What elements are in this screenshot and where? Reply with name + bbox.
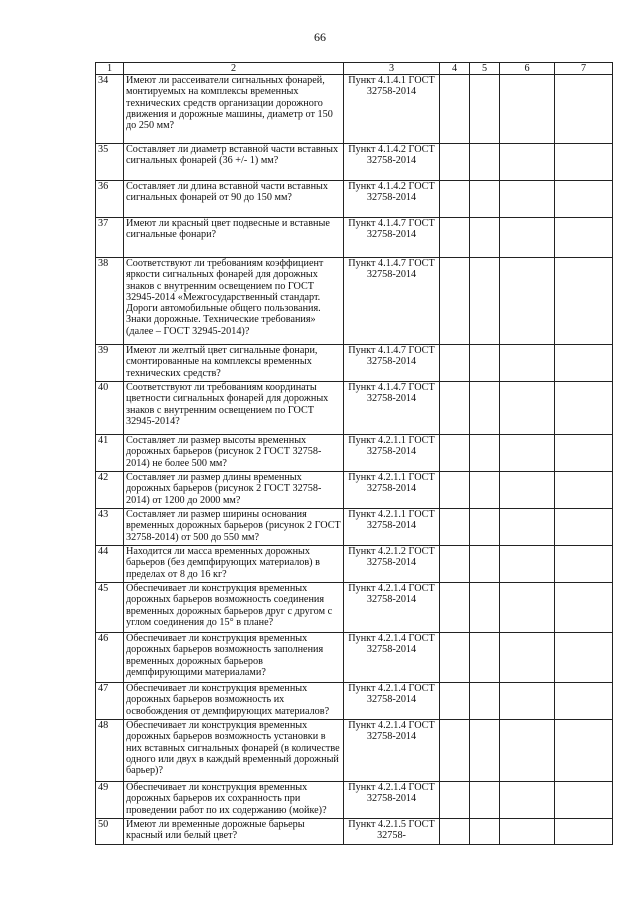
table-row xyxy=(96,75,613,144)
table-row xyxy=(96,509,613,546)
row-col-6-cell xyxy=(500,75,555,144)
row-col-5-cell xyxy=(470,345,500,382)
row-col-6-cell xyxy=(500,435,555,472)
row-col-4-cell xyxy=(440,546,470,583)
row-reference: Пункт 4.1.4.7 ГОСТ 32758-2014 xyxy=(344,382,440,435)
row-question: Составляет ли размер ширины основания временных дорожных барьеров (рисунок 2 ГОСТ 32758-2014) от 500 до 550 мм? xyxy=(124,509,344,546)
row-col-7-cell xyxy=(555,546,613,583)
row-question: Находится ли масса временных дорожных барьеров (без демпфирующих материалов) в пределах от 8 до 16 кг? xyxy=(124,546,344,583)
row-number: 47 xyxy=(96,683,124,720)
row-col-6-cell xyxy=(500,782,555,819)
row-col-6-cell xyxy=(500,144,555,181)
row-col-4-cell xyxy=(440,509,470,546)
table-row xyxy=(96,435,613,472)
row-question: Обеспечивает ли конструкция временных дорожных барьеров возможность соединения временных дорожных барьеров друг с другом с углом соединения до 15° в плане? xyxy=(124,583,344,633)
row-col-6-cell xyxy=(500,218,555,258)
row-question: Обеспечивает ли конструкция временных дорожных барьеров возможность их освобождения от демпфирующих материалов? xyxy=(124,683,344,720)
row-number: 42 xyxy=(96,472,124,509)
row-col-4-cell xyxy=(440,583,470,633)
row-reference: Пункт 4.1.4.2 ГОСТ 32758-2014 xyxy=(344,181,440,218)
row-col-6-cell xyxy=(500,181,555,218)
row-col-7-cell xyxy=(555,583,613,633)
table-row xyxy=(96,472,613,509)
row-number: 34 xyxy=(96,75,124,144)
row-col-5-cell xyxy=(470,782,500,819)
row-col-7-cell xyxy=(555,435,613,472)
row-col-6-cell xyxy=(500,258,555,345)
row-col-7-cell xyxy=(555,218,613,258)
row-question: Обеспечивает ли конструкция временных дорожных барьеров возможность заполнения временных дорожных барьеров демпфирующими материалами? xyxy=(124,633,344,683)
table-header xyxy=(96,63,613,75)
row-col-4-cell xyxy=(440,75,470,144)
row-col-6-cell xyxy=(500,345,555,382)
row-col-7-cell xyxy=(555,345,613,382)
row-number: 49 xyxy=(96,782,124,819)
table-row xyxy=(96,382,613,435)
table-row xyxy=(96,819,613,845)
row-col-6-cell xyxy=(500,720,555,782)
row-col-6-cell xyxy=(500,819,555,845)
row-col-7-cell xyxy=(555,720,613,782)
row-col-6-cell xyxy=(500,583,555,633)
row-col-7-cell xyxy=(555,782,613,819)
table-row xyxy=(96,633,613,683)
row-col-5-cell xyxy=(470,720,500,782)
table-row xyxy=(96,583,613,633)
table-row xyxy=(96,782,613,819)
row-col-5-cell xyxy=(470,382,500,435)
row-col-6-cell xyxy=(500,509,555,546)
row-question: Составляет ли длина вставной части вставных сигнальных фонарей от 90 до 150 мм? xyxy=(124,181,344,218)
row-reference: Пункт 4.2.1.1 ГОСТ 32758-2014 xyxy=(344,472,440,509)
row-col-4-cell xyxy=(440,144,470,181)
row-question: Имеют ли красный цвет подвесные и вставные сигнальные фонари? xyxy=(124,218,344,258)
row-number: 50 xyxy=(96,819,124,845)
header-col-6: 6 xyxy=(500,63,555,75)
row-question: Обеспечивает ли конструкция временных дорожных барьеров их сохранность при проведении работ по их содержанию (мойке)? xyxy=(124,782,344,819)
table-row xyxy=(96,720,613,782)
row-col-5-cell xyxy=(470,633,500,683)
row-col-5-cell xyxy=(470,509,500,546)
row-question: Соответствуют ли требованиям координаты цветности сигнальных фонарей для дорожных знаков с внутренним освещением по ГОСТ 32945-2014? xyxy=(124,382,344,435)
header-col-1: 1 xyxy=(96,63,124,75)
row-col-7-cell xyxy=(555,258,613,345)
header-col-5: 5 xyxy=(470,63,500,75)
row-col-6-cell xyxy=(500,382,555,435)
row-col-5-cell xyxy=(470,75,500,144)
row-col-4-cell xyxy=(440,472,470,509)
row-col-4-cell xyxy=(440,382,470,435)
header-col-3: 3 xyxy=(344,63,440,75)
row-number: 37 xyxy=(96,218,124,258)
row-question: Составляет ли размер длины временных дорожных барьеров (рисунок 2 ГОСТ 32758-2014) от 1200 до 2000 мм? xyxy=(124,472,344,509)
row-col-5-cell xyxy=(470,819,500,845)
row-col-7-cell xyxy=(555,144,613,181)
row-col-5-cell xyxy=(470,144,500,181)
row-col-6-cell xyxy=(500,683,555,720)
row-question: Имеют ли желтый цвет сигнальные фонари, смонтированные на комплексы временных технических средств? xyxy=(124,345,344,382)
row-col-4-cell xyxy=(440,435,470,472)
row-reference: Пункт 4.2.1.4 ГОСТ 32758-2014 xyxy=(344,782,440,819)
row-reference: Пункт 4.2.1.4 ГОСТ 32758-2014 xyxy=(344,583,440,633)
table-row xyxy=(96,683,613,720)
row-number: 46 xyxy=(96,633,124,683)
row-reference: Пункт 4.2.1.2 ГОСТ 32758-2014 xyxy=(344,546,440,583)
row-reference: Пункт 4.2.1.5 ГОСТ 32758- xyxy=(344,819,440,845)
row-number: 35 xyxy=(96,144,124,181)
row-col-5-cell xyxy=(470,435,500,472)
row-col-4-cell xyxy=(440,258,470,345)
row-reference: Пункт 4.2.1.1 ГОСТ 32758-2014 xyxy=(344,509,440,546)
row-col-4-cell xyxy=(440,218,470,258)
row-col-5-cell xyxy=(470,472,500,509)
row-reference: Пункт 4.1.4.7 ГОСТ 32758-2014 xyxy=(344,218,440,258)
row-col-6-cell xyxy=(500,546,555,583)
row-col-7-cell xyxy=(555,472,613,509)
header-col-2: 2 xyxy=(124,63,344,75)
row-question: Имеют ли временные дорожные барьеры красный или белый цвет? xyxy=(124,819,344,845)
row-col-5-cell xyxy=(470,583,500,633)
row-number: 48 xyxy=(96,720,124,782)
row-col-7-cell xyxy=(555,819,613,845)
row-col-7-cell xyxy=(555,683,613,720)
checklist-table xyxy=(95,62,613,845)
row-col-4-cell xyxy=(440,181,470,218)
row-reference: Пункт 4.2.1.4 ГОСТ 32758-2014 xyxy=(344,633,440,683)
row-number: 43 xyxy=(96,509,124,546)
row-reference: Пункт 4.1.4.1 ГОСТ 32758-2014 xyxy=(344,75,440,144)
row-number: 44 xyxy=(96,546,124,583)
table-body xyxy=(96,75,613,845)
row-reference: Пункт 4.1.4.7 ГОСТ 32758-2014 xyxy=(344,258,440,345)
row-col-5-cell xyxy=(470,181,500,218)
row-number: 39 xyxy=(96,345,124,382)
row-col-4-cell xyxy=(440,345,470,382)
page-number: 66 xyxy=(314,30,326,44)
row-col-7-cell xyxy=(555,75,613,144)
row-col-4-cell xyxy=(440,720,470,782)
table-row xyxy=(96,258,613,345)
row-col-4-cell xyxy=(440,782,470,819)
row-col-4-cell xyxy=(440,683,470,720)
row-col-5-cell xyxy=(470,683,500,720)
row-reference: Пункт 4.1.4.7 ГОСТ 32758-2014 xyxy=(344,345,440,382)
row-reference: Пункт 4.2.1.1 ГОСТ 32758-2014 xyxy=(344,435,440,472)
table-row xyxy=(96,144,613,181)
row-question: Составляет ли размер высоты временных дорожных барьеров (рисунок 2 ГОСТ 32758-2014) не более 500 мм? xyxy=(124,435,344,472)
row-question: Соответствуют ли требованиям коэффициент яркости сигнальных фонарей для дорожных знаков с внутренним освещением по ГОСТ 32945-2014 «Межгосударственный стандарт. Дороги автомобильные общего пользования. Знаки дорожные. Технические требования» (далее – ГОСТ 32945-2014)? xyxy=(124,258,344,345)
row-col-6-cell xyxy=(500,633,555,683)
row-col-5-cell xyxy=(470,218,500,258)
row-question: Имеют ли рассеиватели сигнальных фонарей, монтируемых на комплексы временных технических средств организации дорожного движения и дорожные машины, диаметр от 150 до 250 мм? xyxy=(124,75,344,144)
row-col-7-cell xyxy=(555,509,613,546)
row-reference: Пункт 4.2.1.4 ГОСТ 32758-2014 xyxy=(344,683,440,720)
row-number: 41 xyxy=(96,435,124,472)
row-col-7-cell xyxy=(555,633,613,683)
row-col-4-cell xyxy=(440,819,470,845)
row-number: 38 xyxy=(96,258,124,345)
row-col-4-cell xyxy=(440,633,470,683)
row-number: 45 xyxy=(96,583,124,633)
row-number: 36 xyxy=(96,181,124,218)
row-col-5-cell xyxy=(470,258,500,345)
row-question: Обеспечивает ли конструкция временных дорожных барьеров возможность установки в них вставных сигнальных фонарей (в количестве одного или двух в каждый временный дорожный барьер)? xyxy=(124,720,344,782)
header-col-7: 7 xyxy=(555,63,613,75)
header-row xyxy=(96,63,613,75)
table-row xyxy=(96,546,613,583)
row-question: Составляет ли диаметр вставной части вставных сигнальных фонарей (36 +/- 1) мм? xyxy=(124,144,344,181)
row-col-7-cell xyxy=(555,382,613,435)
header-col-4: 4 xyxy=(440,63,470,75)
row-col-6-cell xyxy=(500,472,555,509)
table-row xyxy=(96,181,613,218)
table-row xyxy=(96,218,613,258)
row-col-7-cell xyxy=(555,181,613,218)
row-col-5-cell xyxy=(470,546,500,583)
table-row xyxy=(96,345,613,382)
row-reference: Пункт 4.2.1.4 ГОСТ 32758-2014 xyxy=(344,720,440,782)
row-reference: Пункт 4.1.4.2 ГОСТ 32758-2014 xyxy=(344,144,440,181)
row-number: 40 xyxy=(96,382,124,435)
